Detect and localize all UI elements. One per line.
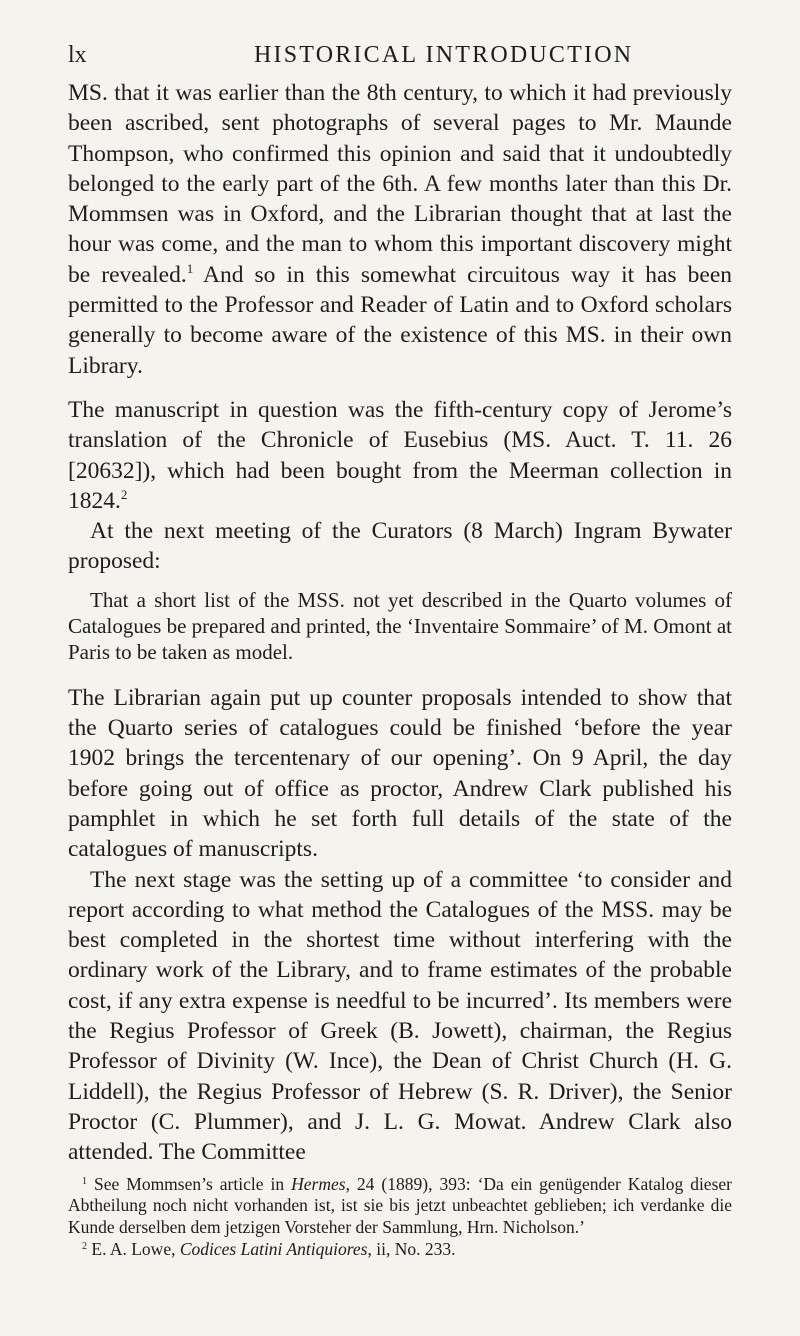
footnote-text: E. A. Lowe, [87, 1238, 180, 1259]
paragraph [68, 78, 732, 381]
paragraph-text: The manuscript in question was the fifth-century copy of Jerome’s translation of the Chronicle of Eusebius (MS. Auct. T. 11. 26 [20632]), which had been bought from the Meerman collection in 1824. [68, 396, 732, 514]
footnote-title: Hermes [291, 1173, 346, 1194]
footnote [68, 1174, 732, 1239]
paragraph-text: MS. that it was earlier than the 8th century, to which it had previously been ascribed, sent photographs of several pages to Mr. Maunde Thompson, who confirmed this opinion and said that it undoubtedly belonged to the early part of the 6th. A few months later than this Dr. Mommsen was in Oxford, and the Librarian thought that at last the hour was come, and the man to whom this important discovery might be revealed. [68, 80, 732, 288]
footnote-title: Codices Latini Antiquiores [179, 1238, 368, 1259]
paragraph: The next stage was the setting up of a committee ‘to consider and report according to what method the Catalogues of the MSS. may be best completed in the shortest time without interfering with the ordinary work of the Library, and to frame estimates of the probable cost, if any extra expense is needful to be incurred’. Its members were the Regius Professor of Greek (B. Jowett), chairman, the Regius Professor of Divinity (W. Ince), the Dean of Christ Church (H. G. Liddell), the Regius Professor of Hebrew (S. R. Driver), the Senior Proctor (C. Plummer), and J. L. G. Mowat. Andrew Clark also attended. The Committee [68, 866, 732, 1166]
paragraph: The Librarian again put up counter proposals intended to show that the Quarto series of catalogues could be finished ‘before the year 1902 brings the tercentenary of our opening’. On 9 April, the day before going out of office as proctor, Andrew Clark published his pamphlet in which he set forth full details of the state of the catalogues of manuscripts. [68, 684, 732, 863]
footnote-ref: 1 [186, 260, 194, 276]
footnote-ref: 2 [120, 486, 128, 502]
footnote-number: 2 [82, 1240, 87, 1252]
body-text [68, 78, 732, 1168]
page-number: lx [68, 42, 87, 68]
quoted-resolution: That a short list of the MSS. not yet described in the Quarto volumes of Catalogues be prepared and printed, the ‘Inventaire Sommaire’ of M. Omont at Paris to be taken as model. [68, 587, 732, 664]
running-head: HISTORICAL INTRODUCTION [254, 42, 634, 68]
footnote-text: , ii, No. 233. [367, 1238, 456, 1259]
paragraph: At the next meeting of the Curators (8 March) Ingram Bywater proposed: [68, 518, 732, 575]
footnote-text: , 24 (1889), 393: ‘Da ein genügender Katalog dieser Abtheilung noch nicht vorhanden ist, ist sie bis jetzt unbeachtet geblieben; ich verdanke die Kunde derselben dem jetzigen Vorsteher der Sammlung, Hrn. Nicholson.’ [68, 1173, 732, 1237]
footnote [68, 1239, 732, 1261]
book-page [68, 38, 732, 1260]
footnote-number: 1 [82, 1175, 87, 1187]
paragraph-text: And so in this somewhat circuitous way it has been permitted to the Professor and Reader of Latin and to Oxford scholars generally to become aware of the existence of this MS. in their own Library. [68, 261, 732, 379]
footnote-text: See Mommsen’s article in [87, 1173, 292, 1194]
paragraph [68, 395, 732, 516]
page-header [68, 38, 732, 78]
footnotes [68, 1174, 732, 1261]
